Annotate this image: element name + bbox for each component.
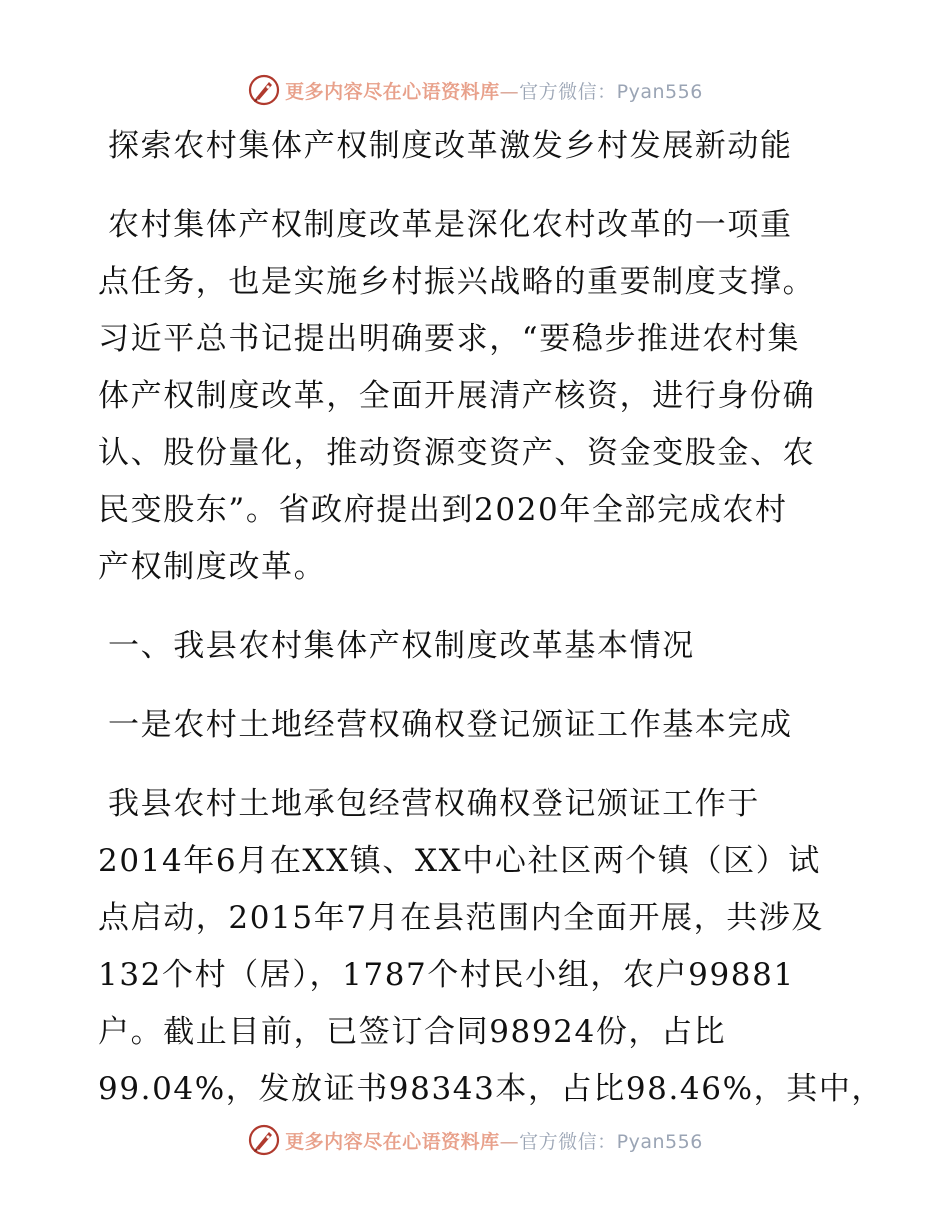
quill-pen-logo-icon <box>247 73 281 107</box>
watermark-text <box>285 77 703 104</box>
watermark-header <box>0 70 950 110</box>
watermark-main: 更多内容尽在心语资料库 <box>285 1130 500 1153</box>
paragraph-line: 我县农村土地承包经营权确权登记颁证工作于 <box>108 786 760 822</box>
paragraph-line: 习近平总书记提出明确要求，“要稳步推进农村集 <box>98 321 801 357</box>
section-heading: 一、我县农村集体产权制度改革基本情况 <box>108 628 695 664</box>
document-title: 探索农村集体产权制度改革激发乡村发展新动能 <box>108 128 793 164</box>
paragraph-line: 产权制度改革。 <box>98 549 327 585</box>
sub-heading: 一是农村土地经营权确权登记颁证工作基本完成 <box>108 707 793 743</box>
paragraph-line: 体产权制度改革，全面开展清产核资，进行身份确 <box>98 378 816 414</box>
paragraph-line: 99.04%，发放证书98343本，占比98.46%，其中， <box>98 1071 885 1107</box>
watermark-contact: 官方微信：Pyan556 <box>519 80 703 103</box>
paragraph-line: 农村集体产权制度改革是深化农村改革的一项重 <box>108 207 793 243</box>
paragraph-line: 户。截止目前，已签订合同98924份，占比 <box>98 1014 727 1050</box>
watermark-separator: — <box>499 1130 520 1153</box>
paragraph-line: 点启动，2015年7月在县范围内全面开展，共涉及 <box>98 900 825 936</box>
paragraph-line: 点任务，也是实施乡村振兴战略的重要制度支撑。 <box>98 264 816 300</box>
paragraph-line: 认、股份量化，推动资源变资产、资金变股金、农 <box>98 435 816 471</box>
paragraph-land-rights <box>98 776 885 1118</box>
watermark-main: 更多内容尽在心语资料库 <box>285 80 500 103</box>
paragraph-line: 132个村（居），1787个村民小组，农户99881 <box>98 957 795 993</box>
paragraph-line: 2014年6月在XX镇、XX中心社区两个镇（区）试 <box>98 843 821 879</box>
paragraph-line: 民变股东”。省政府提出到2020年全部完成农村 <box>98 492 788 528</box>
watermark-footer <box>0 1120 950 1160</box>
watermark-contact: 官方微信：Pyan556 <box>519 1130 703 1153</box>
paragraph-intro <box>98 197 858 596</box>
watermark-separator: — <box>499 80 520 103</box>
document-body <box>98 118 885 1118</box>
quill-pen-logo-icon <box>247 1123 281 1157</box>
watermark-text <box>285 1127 703 1154</box>
